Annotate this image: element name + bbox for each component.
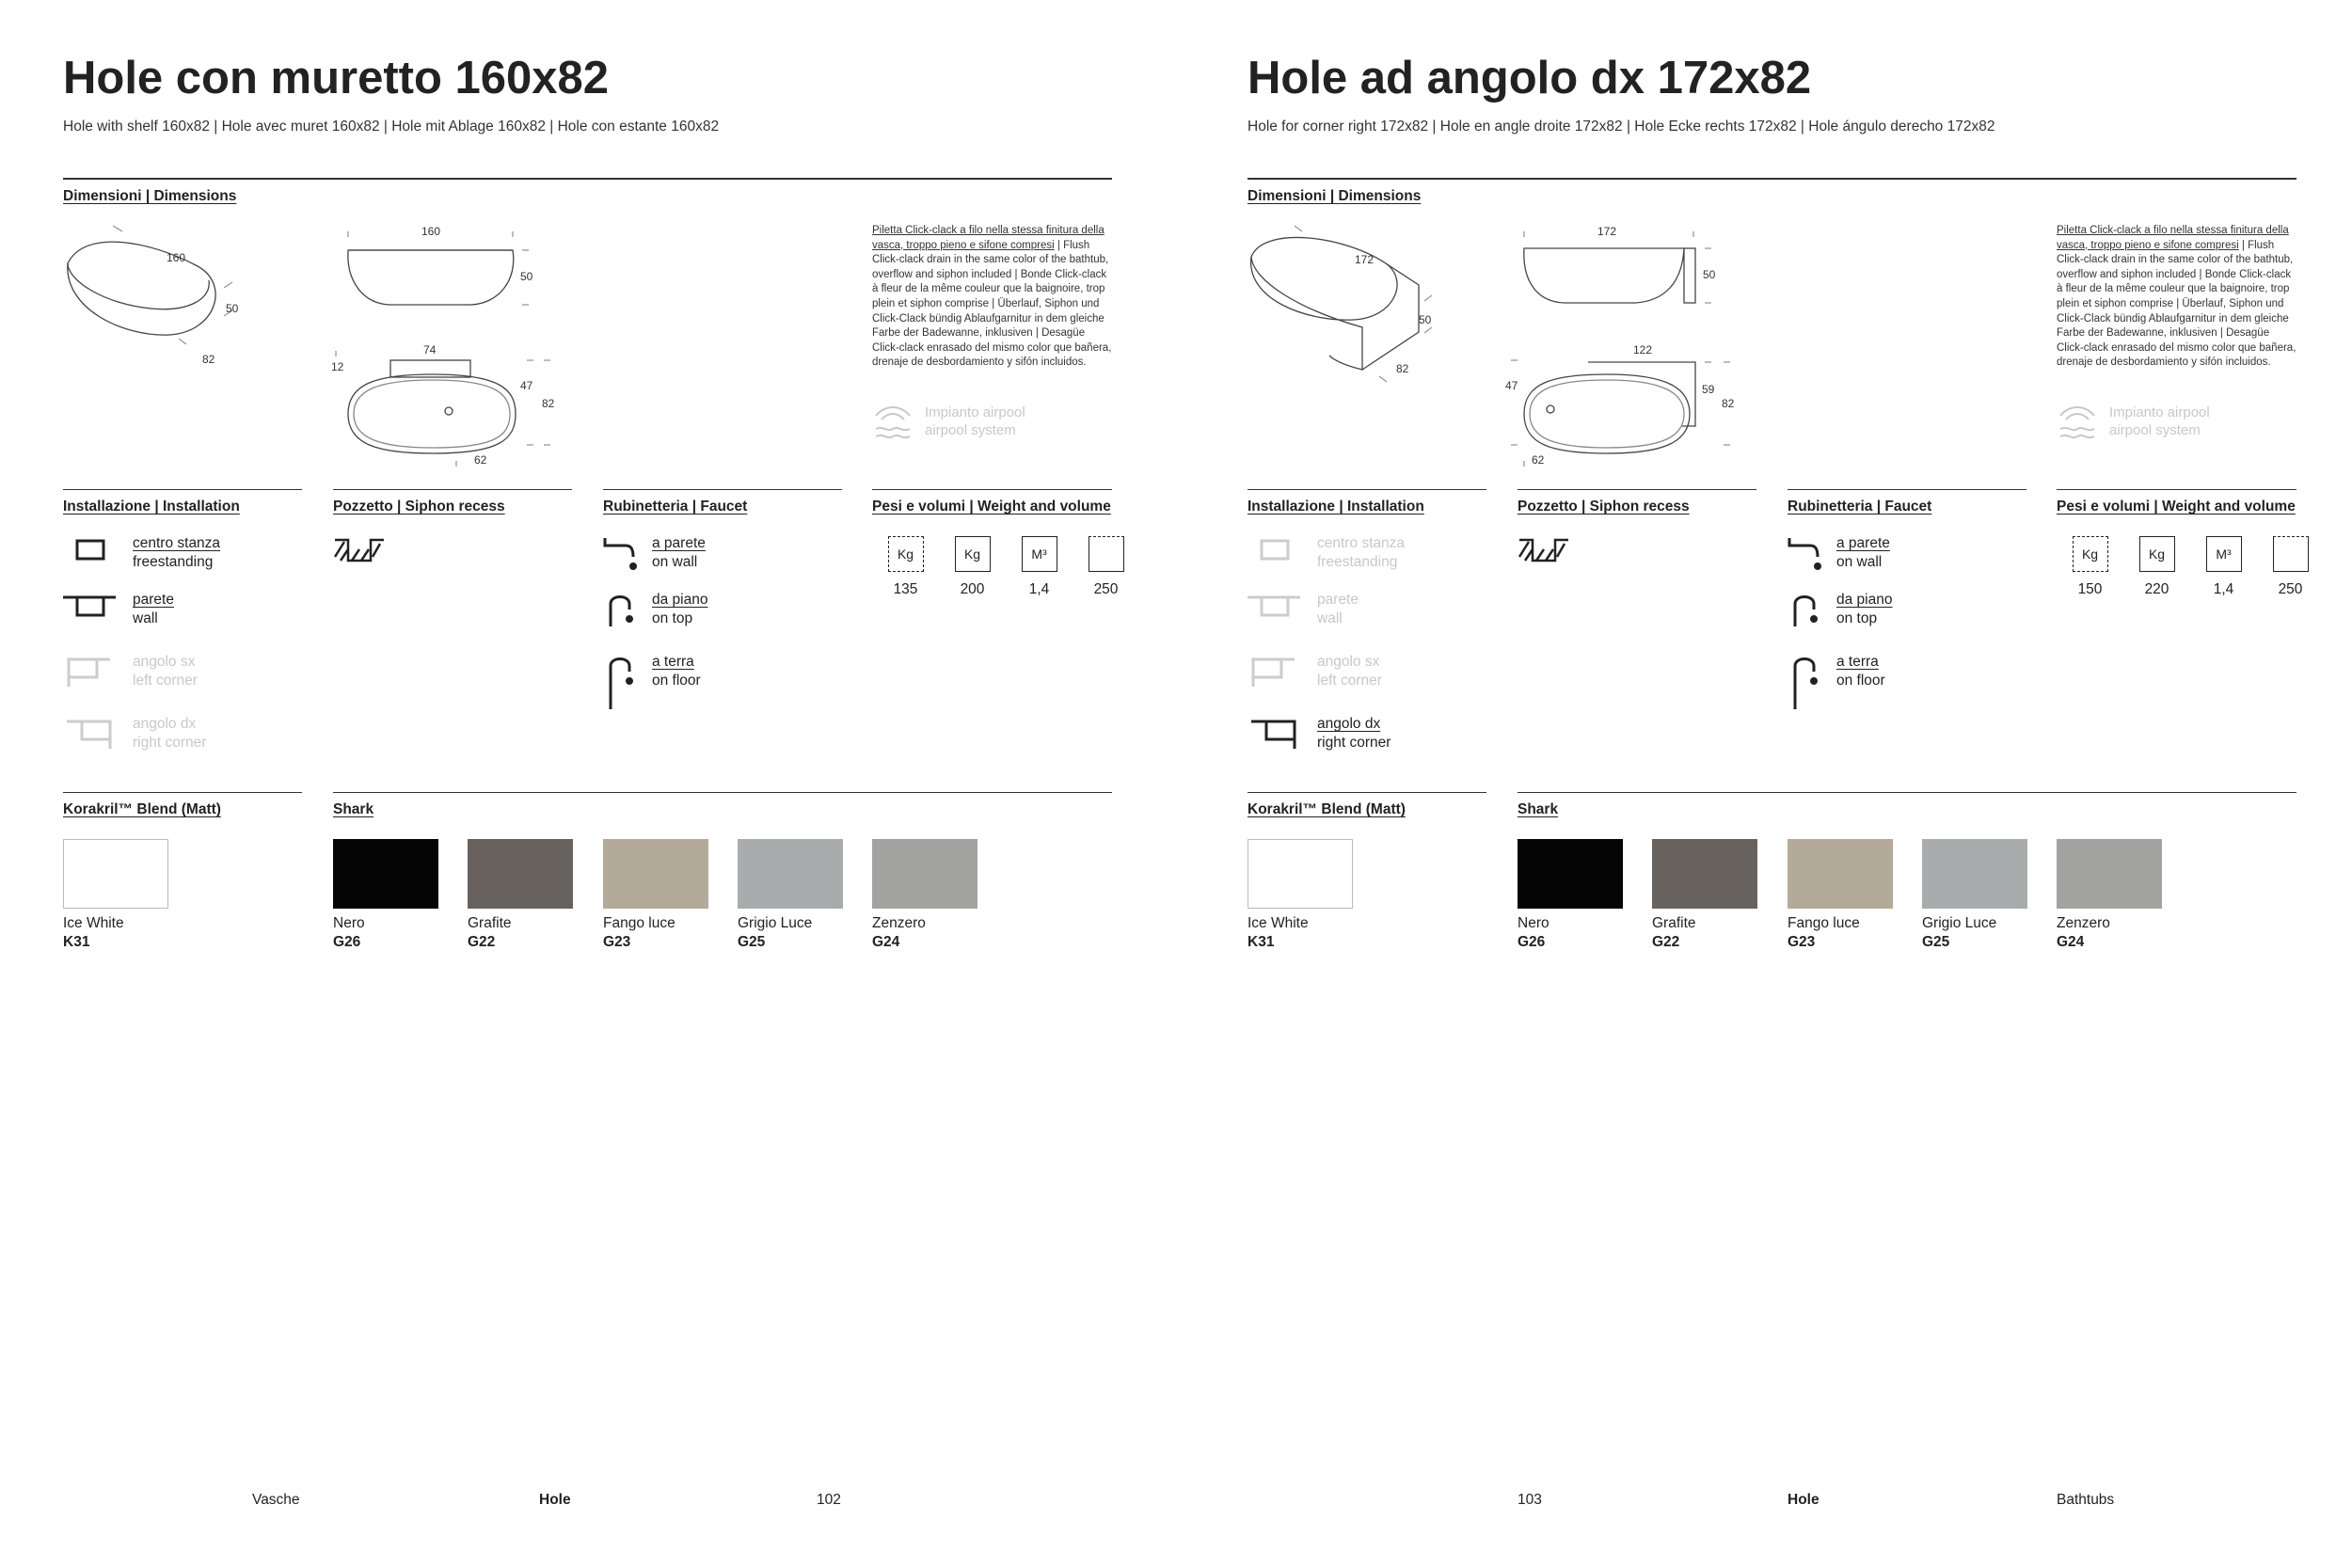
capacity: 250 — [1073, 536, 1139, 598]
swatch-grafite — [1652, 839, 1757, 909]
rule-shark — [333, 792, 1112, 793]
swatch-name: Grafite — [468, 915, 512, 931]
dim-iso-width: 82 — [202, 353, 215, 366]
swatch-name: Ice White — [1248, 915, 1309, 931]
installation-heading: Installazione | Installation — [63, 499, 240, 515]
installation-left-corner: angolo sx left corner — [63, 651, 198, 689]
swatch-fango-luce — [1788, 839, 1893, 909]
swatch-code: G26 — [333, 934, 361, 950]
weight-net: Kg 135 — [872, 536, 939, 598]
swatch-code: G23 — [603, 934, 631, 950]
faucet-on-top: da piano on top — [1788, 589, 1892, 627]
side-view — [348, 231, 529, 305]
weight-gross: Kg 220 — [2123, 536, 2190, 598]
airpool-option — [2057, 403, 2210, 440]
header-rule — [1248, 178, 2296, 180]
dim-top-depth: 47 — [520, 379, 533, 392]
page-number: 103 — [1518, 1492, 1542, 1508]
faucet-heading: Rubinetteria | Faucet — [603, 499, 748, 515]
swatch-name: Zenzero — [2057, 915, 2110, 931]
dim-top-width: 82 — [1722, 397, 1735, 410]
faucet-on-floor: a terra on floor — [1788, 651, 1885, 709]
dimension-drawing — [56, 214, 583, 473]
dim-iso-width: 82 — [1396, 362, 1409, 375]
rule-material — [63, 792, 302, 793]
swatch-code: G25 — [1922, 934, 1950, 950]
right-corner-icon — [63, 713, 119, 751]
installation-right-corner: angolo dx right corner — [63, 713, 206, 752]
footer-product: Hole — [539, 1492, 571, 1508]
deck-faucet-icon — [603, 589, 641, 626]
dim-top-shelf: 74 — [423, 343, 437, 356]
swatch-name: Fango luce — [1788, 915, 1860, 931]
capacity: 250 — [2257, 536, 2324, 598]
side-view — [1524, 231, 1711, 303]
swatch-code: G22 — [1652, 934, 1680, 950]
swatch-grafite — [468, 839, 573, 909]
airpool-icon — [2057, 403, 2098, 440]
rule-weight — [2057, 489, 2296, 490]
shark-heading: Shark — [333, 801, 374, 817]
dim-top-width: 82 — [542, 397, 555, 410]
swatch-code: G24 — [872, 934, 900, 950]
wall-icon — [63, 589, 119, 626]
installation-left-corner: angolo sx left corner — [1248, 651, 1382, 689]
airpool-option — [872, 403, 1025, 440]
volume: M³ 1,4 — [1006, 536, 1073, 598]
dim-top-shelf: 122 — [1633, 343, 1653, 356]
shark-heading: Shark — [1518, 801, 1559, 817]
rule-faucet — [603, 489, 842, 490]
page-title: Hole con muretto 160x82 — [63, 53, 610, 103]
page-subtitle: Hole for corner right 172x82 | Hole en angle droite 172x82 | Hole Ecke rechts 172x82 | Hole ángulo derecho 172x82 — [1248, 119, 1995, 135]
right-page — [1176, 0, 2352, 1568]
swatch-nero — [333, 839, 438, 909]
swatch-code: K31 — [63, 934, 90, 950]
airpool-label-it: Impianto airpool — [2109, 404, 2210, 420]
left-corner-icon — [63, 651, 119, 689]
dim-side-height: 50 — [520, 270, 533, 283]
rule-siphon — [333, 489, 572, 490]
faucet-on-wall: a parete on wall — [603, 532, 706, 571]
wall-faucet-icon — [603, 532, 641, 570]
dim-iso-height: 50 — [1419, 313, 1432, 326]
swatch-code: K31 — [1248, 934, 1275, 950]
isometric-view — [1251, 226, 1432, 382]
rule-faucet — [1788, 489, 2026, 490]
swatch-name: Grigio Luce — [738, 915, 813, 931]
dim-iso-height: 50 — [226, 302, 239, 315]
rule-weight — [872, 489, 1112, 490]
weight-heading: Pesi e volumi | Weight and volume — [2057, 499, 2296, 515]
installation-right-corner: angolo dx right corner — [1248, 713, 1391, 752]
page-subtitle: Hole with shelf 160x82 | Hole avec muret 160x82 | Hole mit Ablage 160x82 | Hole con estante 160x82 — [63, 119, 720, 135]
siphon-recess-icon — [333, 536, 386, 566]
swatch-name: Grafite — [1652, 915, 1696, 931]
rule-shark — [1518, 792, 2296, 793]
drain-note: Piletta Click-clack a filo nella stessa finitura della vasca, troppo pieno e sifone compresi | Flush Click-clack drain in the same color of the bathtub, overflow and siphon included | Bonde Click-clack à fleur de la même couleur que la baignoire, trop plein et siphon comprise | Überlauf, Siphon und Click-Clack bündig Ablaufgarnitur in dem gleiche Farbe der Badewanne, inklusiven | Desagüe Click-clack enrasado del mismo color que bañera, drenaje de desbordamiento y sifón incluidos. — [2057, 225, 2296, 369]
rule-siphon — [1518, 489, 1756, 490]
page-number: 102 — [817, 1492, 841, 1508]
swatch-fango-luce — [603, 839, 708, 909]
swatch-zenzero — [2057, 839, 2162, 909]
dim-side-length: 160 — [421, 225, 441, 238]
swatch-code: G24 — [2057, 934, 2085, 950]
siphon-heading: Pozzetto | Siphon recess — [1518, 499, 1690, 515]
swatch-grigio-luce — [1922, 839, 2027, 909]
installation-wall: parete wall — [1248, 589, 1359, 627]
swatch-ice-white — [63, 839, 168, 909]
dim-top-depth: 47 — [1505, 379, 1518, 392]
swatch-code: G25 — [738, 934, 766, 950]
dim-top-small: 12 — [331, 360, 344, 373]
airpool-label-en: airpool system — [2109, 422, 2201, 438]
swatch-zenzero — [872, 839, 977, 909]
weight-volume-list — [2057, 536, 2324, 598]
top-view — [336, 351, 550, 467]
swatch-grigio-luce — [738, 839, 843, 909]
faucet-heading: Rubinetteria | Faucet — [1788, 499, 1932, 515]
weight-heading: Pesi e volumi | Weight and volume — [872, 499, 1111, 515]
isometric-view — [68, 226, 232, 344]
faucet-on-wall: a parete on wall — [1788, 532, 1890, 571]
siphon-recess-icon — [1518, 536, 1570, 566]
right-corner-icon — [1248, 713, 1304, 751]
swatch-code: G23 — [1788, 934, 1816, 950]
header-rule — [63, 178, 1112, 180]
swatch-name: Nero — [333, 915, 365, 931]
dimensions-heading: Dimensioni | Dimensions — [1248, 188, 1422, 204]
dim-top-bottom: 62 — [1532, 453, 1545, 467]
floor-faucet-icon — [1788, 651, 1825, 709]
faucet-on-floor: a terra on floor — [603, 651, 701, 709]
footer-section: Bathtubs — [2057, 1492, 2115, 1508]
dimension-drawing — [1240, 214, 1767, 473]
wall-icon — [1248, 589, 1304, 626]
deck-faucet-icon — [1788, 589, 1825, 626]
floor-faucet-icon — [603, 651, 641, 709]
dim-top-bottom: 62 — [474, 453, 487, 467]
swatch-nero — [1518, 839, 1623, 909]
dim-side-height: 50 — [1703, 268, 1716, 281]
rule-installation — [63, 489, 302, 490]
freestanding-icon — [1248, 532, 1304, 570]
dim-side-length: 172 — [1597, 225, 1617, 238]
top-view — [1511, 360, 1730, 467]
footer-section: Vasche — [252, 1492, 300, 1508]
faucet-on-top: da piano on top — [603, 589, 707, 627]
left-corner-icon — [1248, 651, 1304, 689]
swatch-name: Grigio Luce — [1922, 915, 1997, 931]
swatch-name: Fango luce — [603, 915, 675, 931]
volume: M³ 1,4 — [2190, 536, 2257, 598]
swatch-ice-white — [1248, 839, 1353, 909]
dim-iso-length: 160 — [167, 251, 186, 264]
installation-wall: parete wall — [63, 589, 174, 627]
material-heading: Korakril™ Blend (Matt) — [1248, 801, 1406, 817]
material-heading: Korakril™ Blend (Matt) — [63, 801, 221, 817]
drain-note: Piletta Click-clack a filo nella stessa finitura della vasca, troppo pieno e sifone compresi | Flush Click-clack drain in the same color of the bathtub, overflow and siphon included | Bonde Click-clack à fleur de la même couleur que la baignoire, trop plein et siphon comprise | Überlauf, Siphon und Click-Clack bündig Ablaufgarnitur in dem gleiche Farbe der Badewanne, inklusiven | Desagüe Click-clack enrasado del mismo color que bañera, drenaje de desbordamiento y sifón incluidos. — [872, 225, 1112, 369]
swatch-name: Zenzero — [872, 915, 926, 931]
dim-top-shelf-depth: 59 — [1702, 383, 1715, 396]
swatch-code: G26 — [1518, 934, 1546, 950]
swatch-name: Ice White — [63, 915, 124, 931]
weight-net: Kg 150 — [2057, 536, 2123, 598]
installation-freestanding: centro stanza freestanding — [1248, 532, 1405, 571]
dim-iso-length: 172 — [1355, 253, 1375, 266]
freestanding-icon — [63, 532, 119, 570]
installation-heading: Installazione | Installation — [1248, 499, 1424, 515]
airpool-label-en: airpool system — [925, 422, 1016, 438]
rule-installation — [1248, 489, 1486, 490]
airpool-icon — [872, 403, 914, 440]
swatch-code: G22 — [468, 934, 496, 950]
weight-gross: Kg 200 — [939, 536, 1006, 598]
wall-faucet-icon — [1788, 532, 1825, 570]
page-title: Hole ad angolo dx 172x82 — [1248, 53, 1812, 103]
siphon-heading: Pozzetto | Siphon recess — [333, 499, 505, 515]
weight-volume-list — [872, 536, 1139, 598]
footer-product: Hole — [1788, 1492, 1820, 1508]
installation-freestanding: centro stanza freestanding — [63, 532, 220, 571]
airpool-label-it: Impianto airpool — [925, 404, 1025, 420]
rule-material — [1248, 792, 1486, 793]
dimensions-heading: Dimensioni | Dimensions — [63, 188, 237, 204]
swatch-name: Nero — [1518, 915, 1549, 931]
